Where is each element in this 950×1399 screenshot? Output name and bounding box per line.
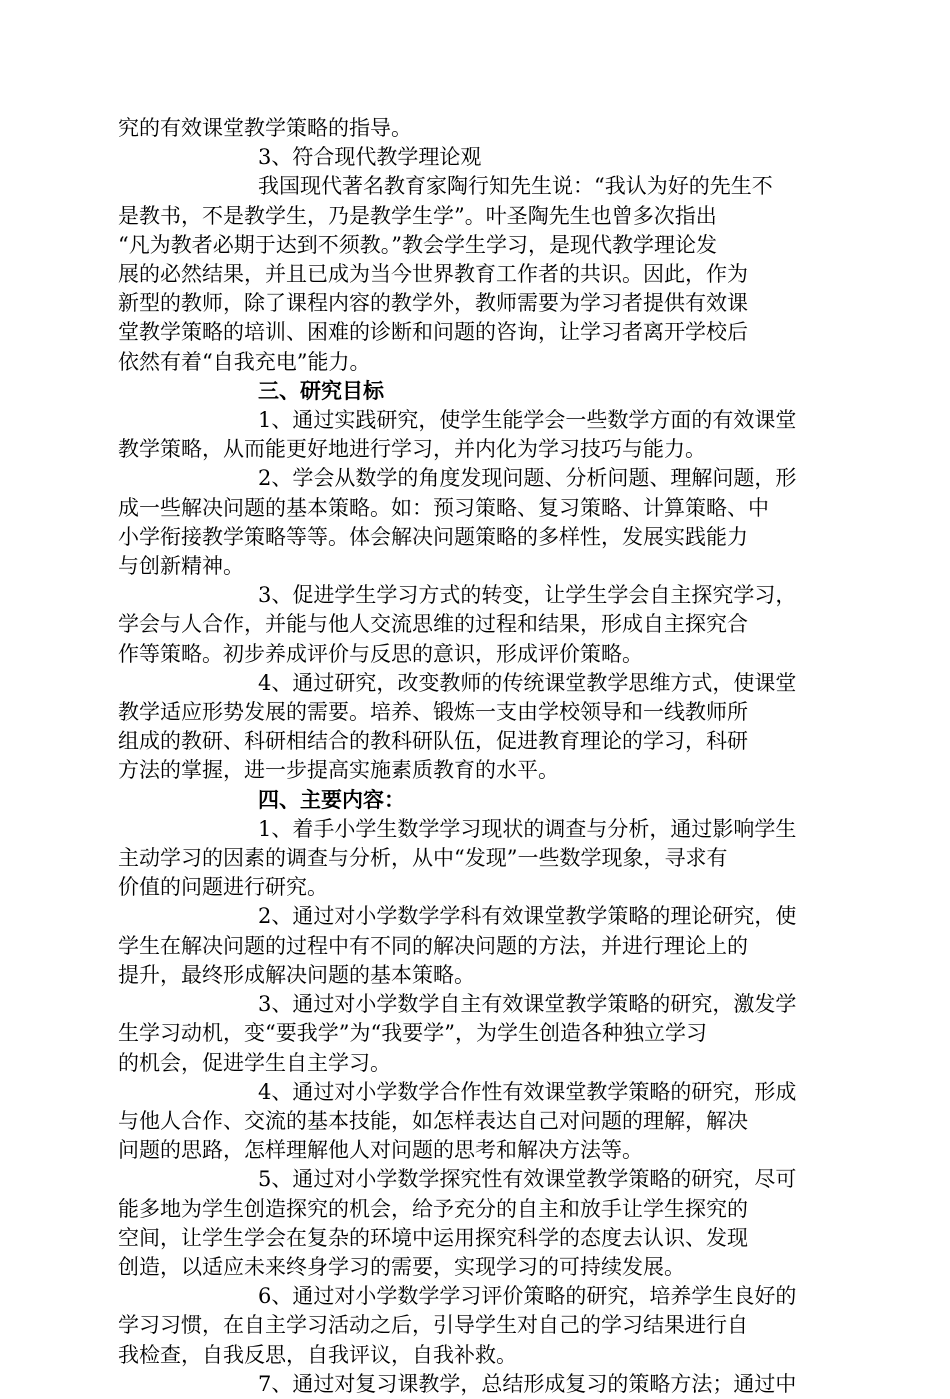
text-line: 究的有效课堂教学策略的指导。: [118, 116, 412, 140]
text-line: 堂教学策略的培训、困难的诊断和问题的咨询，让学习者离开学校后: [118, 320, 748, 345]
text-line: 教学适应形势发展的需要。培养、锻炼一支由学校领导和一线教师所: [118, 700, 748, 725]
text-line: 展的必然结果，并且已成为当今世界教育工作者的共识。因此，作为: [118, 262, 748, 287]
text-line: 提升，最终形成解决问题的基本策略。: [118, 962, 475, 987]
text-line: 7、通过对复习课教学，总结形成复习的策略方法；通过中: [258, 1371, 797, 1396]
text-line: 的机会，促进学生自主学习。: [118, 1050, 391, 1075]
text-line: 价值的问题进行研究。: [118, 875, 328, 900]
text-line: 与创新精神。: [118, 554, 244, 579]
document-body: [118, 114, 808, 1399]
text-line: 小学衔接教学策略等等。体会解决问题策略的多样性，发展实践能力: [118, 524, 748, 549]
text-line: 4、通过对小学数学合作性有效课堂教学策略的研究，形成: [258, 1079, 797, 1104]
text-line: 5、通过对小学数学探究性有效课堂教学策略的研究，尽可: [258, 1167, 797, 1192]
text-line: 6、通过对小学数学学习评价策略的研究，培养学生良好的: [258, 1284, 797, 1309]
text-line: 生学习动机，变“要我学”为“我要学”，为学生创造各种独立学习: [118, 1021, 707, 1046]
text-line: 2、学会从数学的角度发现问题、分析问题、理解问题，形: [258, 466, 797, 491]
text-line: 3、促进学生学习方式的转变，让学生学会自主探究学习，: [258, 583, 797, 608]
text-line: 学生在解决问题的过程中有不同的解决问题的方法，并进行理论上的: [118, 933, 748, 958]
section-heading: 四、主要内容：: [258, 787, 405, 812]
text-line: 作等策略。初步养成评价与反思的意识，形成评价策略。: [118, 641, 643, 666]
text-line: 教学策略，从而能更好地进行学习，并内化为学习技巧与能力。: [118, 437, 706, 462]
text-line: 组成的教研、科研相结合的教科研队伍，促进教育理论的学习，科研: [118, 729, 748, 754]
text-line: 4、通过研究，改变教师的传统课堂教学思维方式，使课堂: [258, 670, 797, 695]
text-line: 是教书，不是教学生，乃是教学生学”。叶圣陶先生也曾多次指出: [118, 203, 717, 228]
text-line: 成一些解决问题的基本策略。如：预习策略、复习策略、计算策略、中: [118, 495, 769, 520]
text-line: 创造，以适应未来终身学习的需要，实现学习的可持续发展。: [118, 1254, 685, 1279]
text-line: 学习习惯，在自主学习活动之后，引导学生对自己的学习结果进行自: [118, 1313, 748, 1338]
text-line: 新型的教师，除了课程内容的教学外，教师需要为学习者提供有效课: [118, 291, 748, 316]
text-line: 学会与人合作，并能与他人交流思维的过程和结果，形成自主探究合: [118, 612, 748, 637]
text-line: “凡为教者必期于达到不须教。”教会学生学习，是现代教学理论发: [118, 232, 717, 257]
text-line: 我国现代著名教育家陶行知先生说：“我认为好的先生不: [258, 174, 773, 199]
section-heading: 三、研究目标: [258, 378, 384, 403]
text-line: 2、通过对小学数学学科有效课堂教学策略的理论研究，使: [258, 904, 797, 929]
text-line: 1、着手小学生数学学习现状的调查与分析，通过影响学生: [258, 816, 797, 841]
text-line: 3、符合现代教学理论观: [258, 145, 482, 170]
text-line: 与他人合作、交流的基本技能，如怎样表达自己对问题的理解，解决: [118, 1108, 748, 1133]
text-line: 3、通过对小学数学自主有效课堂教学策略的研究，激发学: [258, 992, 797, 1017]
text-line: 1、通过实践研究，使学生能学会一些数学方面的有效课堂: [258, 408, 797, 433]
text-line: 依然有着“自我充电”能力。: [118, 349, 371, 374]
text-line: 方法的掌握，进一步提高实施素质教育的水平。: [118, 758, 559, 783]
text-line: 问题的思路，怎样理解他人对问题的思考和解决方法等。: [118, 1138, 643, 1163]
text-line: 我检查，自我反思，自我评议，自我补救。: [118, 1342, 517, 1367]
text-line: 主动学习的因素的调查与分析，从中“发现”一些数学现象，寻求有: [118, 846, 728, 871]
text-line: 能多地为学生创造探究的机会，给予充分的自主和放手让学生探究的: [118, 1196, 748, 1221]
text-line: 空间，让学生学会在复杂的环境中运用探究科学的态度去认识、发现: [118, 1225, 748, 1250]
